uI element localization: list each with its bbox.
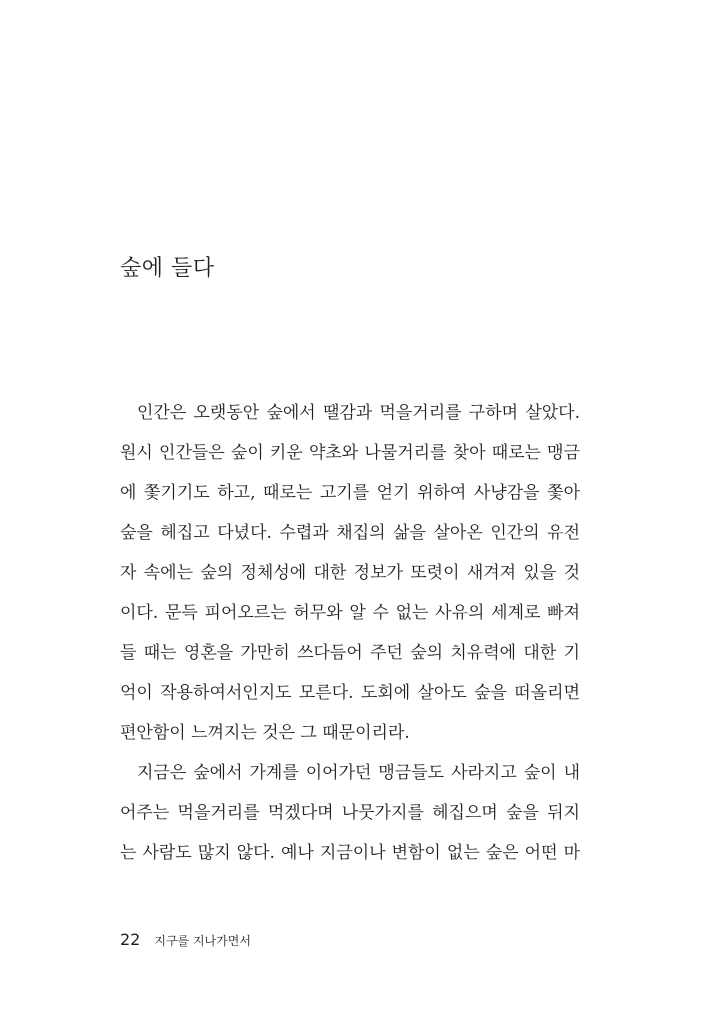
chapter-title: 숲에 들다 bbox=[120, 256, 215, 281]
body-line: 편안함이 느껴지는 것은 그 때문이리라. bbox=[120, 723, 410, 743]
body-line: 는 사람도 많지 않다. 예나 지금이나 변함이 없는 숲은 어떤 마 bbox=[120, 843, 580, 863]
body-line: 어주는 먹을거리를 먹겠다며 나뭇가지를 헤집으며 숲을 뒤지 bbox=[120, 803, 580, 823]
body-text bbox=[120, 393, 580, 873]
body-line: 숲을 헤집고 다녔다. 수렵과 채집의 삶을 살아온 인간의 유전 bbox=[120, 523, 580, 543]
body-line: 들 때는 영혼을 가만히 쓰다듬어 주던 숲의 치유력에 대한 기 bbox=[120, 643, 580, 663]
body-line: 이다. 문득 피어오르는 허무와 알 수 없는 사유의 세계로 빠져 bbox=[120, 603, 580, 623]
body-line: 에 쫓기기도 하고, 때로는 고기를 얻기 위하여 사냥감을 쫓아 bbox=[120, 483, 580, 503]
page-footer bbox=[120, 930, 251, 950]
body-line: 자 속에는 숲의 정체성에 대한 정보가 또렷이 새겨져 있을 것 bbox=[120, 563, 580, 583]
page-number: 22 bbox=[120, 930, 141, 949]
body-line: 억이 작용하여서인지도 모른다. 도회에 살아도 숲을 떠올리면 bbox=[120, 683, 580, 703]
body-line: 원시 인간들은 숲이 키운 약초와 나물거리를 찾아 때로는 맹금 bbox=[120, 443, 580, 463]
body-line: 인간은 오랫동안 숲에서 땔감과 먹을거리를 구하며 살았다. bbox=[137, 403, 580, 423]
body-line: 지금은 숲에서 가계를 이어가던 맹금들도 사라지고 숲이 내 bbox=[137, 763, 580, 783]
running-book-title: 지구를 지나가면서 bbox=[154, 934, 251, 948]
